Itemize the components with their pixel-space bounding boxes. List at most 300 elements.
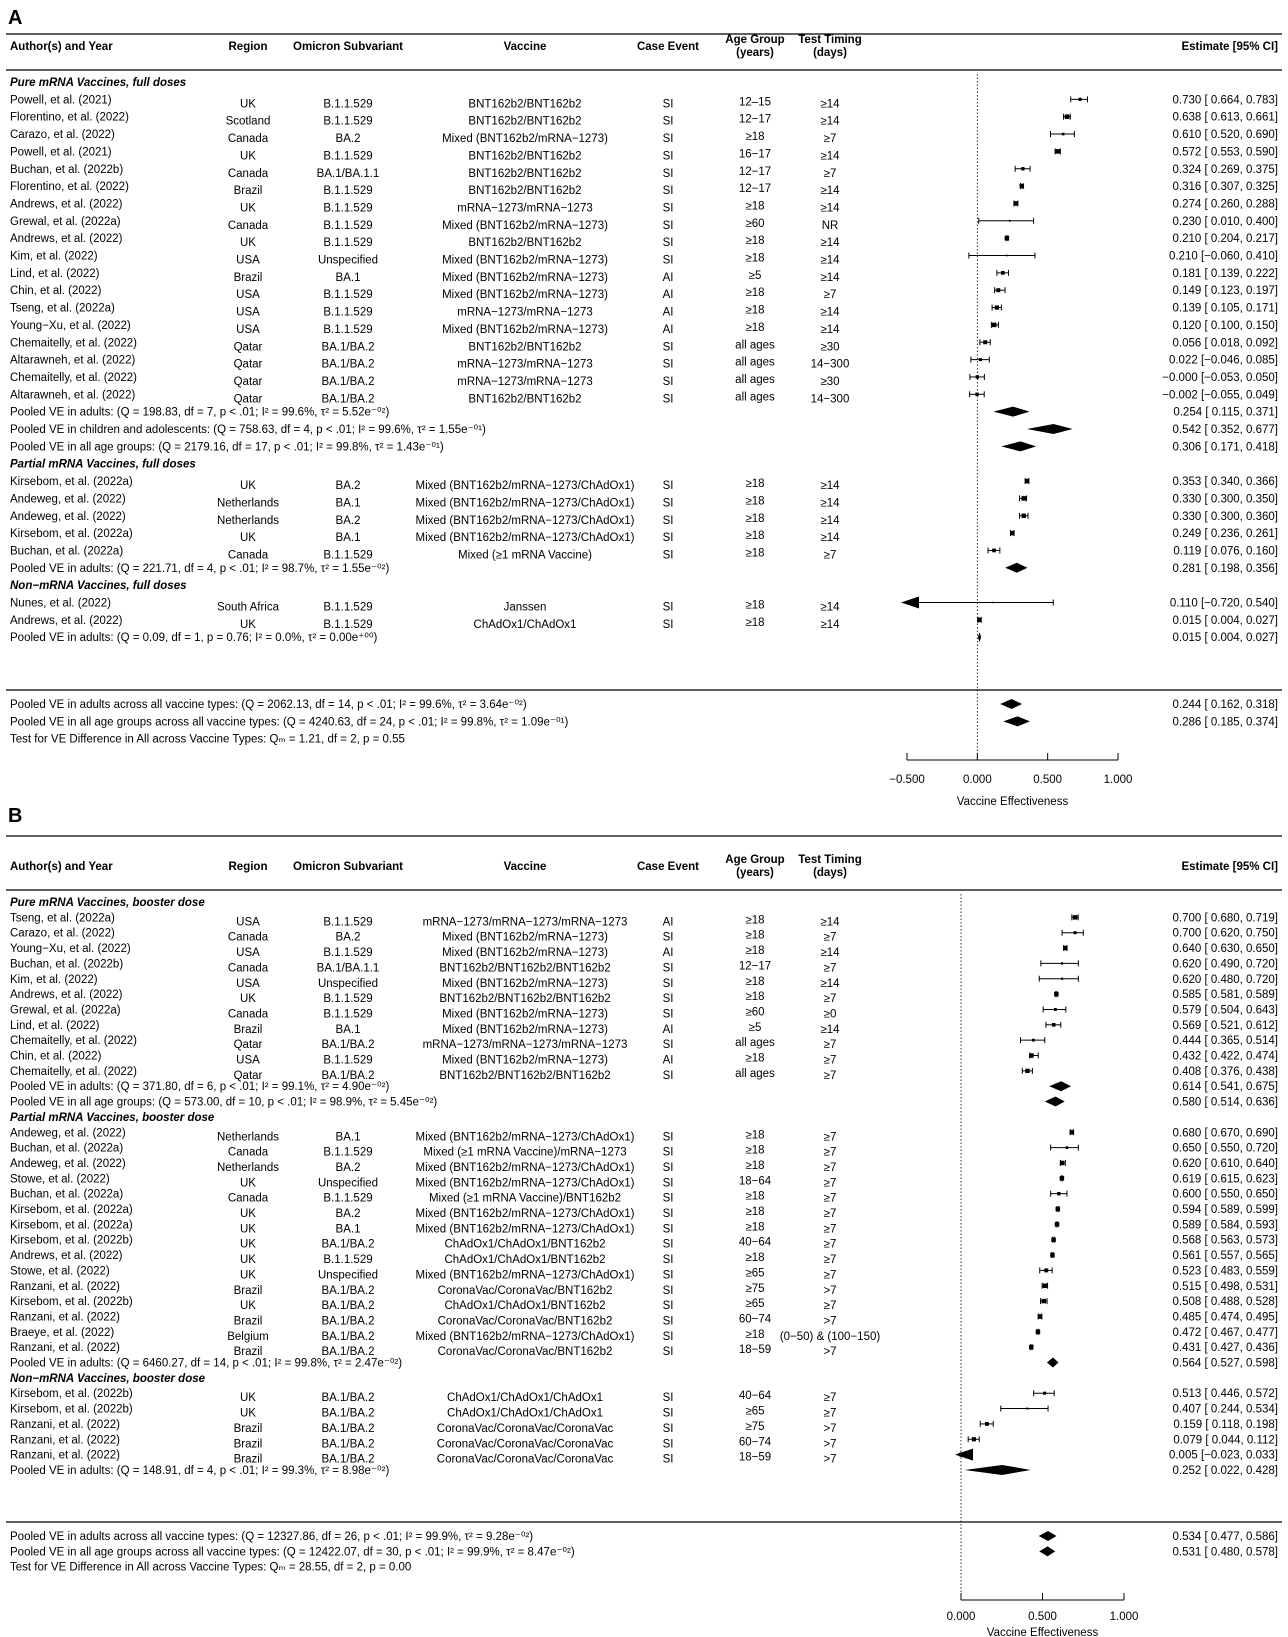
- x-axis-label: Vaccine Effectiveness: [986, 1627, 1099, 1637]
- study-row: [10, 974, 1278, 990]
- study-age-group: ≥18: [745, 321, 765, 334]
- study-estimate-label: 0.015 [ 0.004, 0.027]: [1172, 614, 1278, 627]
- study-author: Buchan, et al. (2022a): [10, 1142, 124, 1155]
- study-region: South Africa: [216, 601, 280, 614]
- study-subvariant: B.1.1.529: [323, 601, 373, 614]
- study-case-event: SI: [662, 1269, 674, 1282]
- study-vaccine: Mixed (BNT162b2/mRNA−1273/ChAdOx1): [415, 1330, 635, 1343]
- study-age-group: 18−64: [738, 1175, 772, 1188]
- study-estimate-label: 0.700 [ 0.620, 0.750]: [1172, 927, 1278, 940]
- pooled-label: Pooled VE in adults: (Q = 0.09, df = 1, p = 0.76; I² = 0.0%, τ² = 0.00e⁺⁰⁰): [10, 632, 378, 645]
- study-case-event: SI: [662, 150, 674, 163]
- study-region: UK: [240, 993, 256, 1006]
- study-vaccine: Mixed (BNT162b2/mRNA−1273): [442, 219, 608, 232]
- study-region: USA: [236, 306, 260, 319]
- pooled-diamond: [1000, 699, 1022, 709]
- study-case-event: SI: [662, 1146, 674, 1159]
- pooled-diamond: [1047, 1358, 1059, 1368]
- study-vaccine: Mixed (BNT162b2/mRNA−1273/ChAdOx1): [415, 1208, 635, 1220]
- study-subvariant: Unspecified: [317, 977, 379, 990]
- study-subvariant: BA.1/BA.2: [321, 1069, 375, 1082]
- study-case-event: SI: [662, 185, 674, 198]
- point-estimate: [1032, 1039, 1035, 1042]
- study-vaccine: Mixed (BNT162b2/mRNA−1273): [442, 1023, 608, 1036]
- study-estimate-label: 0.444 [ 0.365, 0.514]: [1172, 1035, 1278, 1048]
- study-case-event: SI: [662, 375, 674, 388]
- study-estimate-label: 0.600 [ 0.550, 0.650]: [1172, 1188, 1278, 1201]
- study-subvariant: B.1.1.529: [323, 237, 373, 250]
- study-region: UK: [240, 1300, 256, 1313]
- study-row: [10, 1219, 1278, 1235]
- study-region: USA: [236, 289, 260, 302]
- study-estimate-label: 0.316 [ 0.307, 0.325]: [1172, 181, 1278, 194]
- study-subvariant: BA.1: [335, 497, 361, 510]
- study-subvariant: BA.1/BA.1.1: [316, 167, 380, 180]
- study-age-group: ≥18: [745, 478, 765, 491]
- study-test-timing: ≥7: [823, 1223, 837, 1236]
- study-author: Tseng, et al. (2022a): [10, 302, 115, 315]
- study-vaccine: mRNA−1273/mRNA−1273/mRNA−1273: [422, 1039, 628, 1052]
- study-region: Brazil: [233, 271, 263, 284]
- study-age-group: ≥18: [745, 200, 765, 213]
- study-row: [10, 355, 1278, 371]
- study-region: UK: [240, 1407, 256, 1420]
- point-estimate: [1052, 1023, 1056, 1027]
- study-age-group: ≥18: [745, 945, 765, 958]
- study-estimate-label: 0.513 [ 0.446, 0.572]: [1172, 1388, 1278, 1401]
- study-case-event: SI: [662, 480, 674, 493]
- study-age-group: 60−74: [738, 1436, 772, 1449]
- study-test-timing: >7: [823, 1315, 837, 1328]
- study-estimate-label: 0.650 [ 0.550, 0.720]: [1172, 1142, 1278, 1155]
- study-case-event: SI: [662, 1315, 674, 1328]
- study-estimate-label: 0.485 [ 0.474, 0.495]: [1172, 1311, 1278, 1324]
- study-case-event: SI: [662, 1284, 674, 1297]
- point-estimate: [1001, 271, 1005, 275]
- point-estimate: [979, 358, 982, 361]
- pooled-row: [10, 1358, 1278, 1370]
- study-case-event: SI: [662, 497, 674, 510]
- study-test-timing: ≥14: [820, 98, 840, 111]
- x-tick-label: −0.500: [889, 774, 925, 786]
- study-test-timing: ≥30: [820, 375, 840, 388]
- study-row: [10, 285, 1278, 301]
- study-author: Ranzani, et al. (2022): [10, 1280, 120, 1293]
- pooled-estimate-label: 0.281 [ 0.198, 0.356]: [1172, 562, 1278, 575]
- study-case-event: SI: [662, 237, 674, 250]
- study-region: Brazil: [233, 1453, 263, 1466]
- col-header-test-timing-unit: (days): [813, 47, 847, 59]
- study-case-event: SI: [662, 1208, 674, 1220]
- study-vaccine: ChAdOx1/ChAdOx1/BNT162b2: [444, 1254, 606, 1267]
- study-age-group: ≥18: [745, 975, 765, 988]
- study-row: [10, 1342, 1278, 1358]
- study-estimate-label: 0.472 [ 0.467, 0.477]: [1172, 1326, 1278, 1339]
- study-age-group: ≥18: [745, 252, 765, 265]
- study-vaccine: mRNA−1273/mRNA−1273: [457, 358, 593, 371]
- pooled-estimate-label: 0.534 [ 0.477, 0.586]: [1172, 1531, 1278, 1543]
- study-row: [10, 1051, 1278, 1067]
- point-estimate: [983, 340, 987, 344]
- study-age-group: all ages: [735, 339, 775, 352]
- study-case-event: SI: [662, 202, 674, 215]
- study-vaccine: Mixed (BNT162b2/mRNA−1273/ChAdOx1): [415, 480, 635, 493]
- study-age-group: ≥18: [745, 304, 765, 317]
- group-heading: Partial mRNA Vaccines, full doses: [10, 458, 196, 471]
- pooled-label: Pooled VE in adults across all vaccine types: (Q = 12327.86, df = 26, p < .01; I² = 99.9%, τ² = 9.28e⁻⁰²): [10, 1531, 534, 1543]
- study-subvariant: BA.1: [335, 1023, 361, 1036]
- study-subvariant: B.1.1.529: [323, 1254, 373, 1267]
- pooled-label: Pooled VE in all age groups: (Q = 2179.16, df = 17, p < .01; I² = 99.8%, τ² = 1.43e⁻⁰¹): [10, 441, 444, 454]
- point-estimate: [985, 1422, 989, 1426]
- point-estimate: [1065, 114, 1070, 119]
- study-subvariant: BA.1/BA.2: [321, 1315, 375, 1328]
- study-test-timing: 14−300: [810, 358, 850, 371]
- col-header-author: Author(s) and Year: [10, 861, 113, 873]
- point-estimate: [1063, 946, 1068, 951]
- pooled-diamond: [1039, 1546, 1055, 1556]
- study-row: [10, 216, 1278, 232]
- study-estimate-label: −0.002 [−0.055, 0.049]: [1162, 389, 1278, 402]
- pooled-estimate-label: 0.580 [ 0.514, 0.636]: [1172, 1096, 1278, 1109]
- study-test-timing: ≥7: [823, 1300, 837, 1313]
- study-vaccine: Mixed (BNT162b2/mRNA−1273): [442, 1008, 608, 1021]
- study-estimate-label: 0.110 [−0.720, 0.540]: [1169, 597, 1278, 610]
- study-case-event: SI: [662, 358, 674, 371]
- study-case-event: SI: [662, 1407, 674, 1420]
- study-test-timing: ≥14: [820, 185, 840, 198]
- point-estimate: [1070, 1130, 1075, 1135]
- study-estimate-label: 0.730 [ 0.664, 0.783]: [1172, 94, 1278, 107]
- col-header-age-unit: (years): [736, 47, 774, 59]
- study-case-event: AI: [662, 306, 674, 319]
- study-region: UK: [240, 1238, 256, 1251]
- study-age-group: ≥18: [745, 599, 765, 612]
- study-estimate-label: 0.407 [ 0.244, 0.534]: [1172, 1403, 1278, 1416]
- study-age-group: 18−59: [738, 1451, 772, 1464]
- study-case-event: SI: [662, 1438, 674, 1451]
- study-author: Ranzani, et al. (2022): [10, 1434, 120, 1447]
- study-subvariant: B.1.1.529: [323, 150, 373, 163]
- study-row: [10, 1281, 1278, 1297]
- point-estimate: [1038, 1314, 1043, 1319]
- study-estimate-label: 0.353 [ 0.340, 0.366]: [1172, 476, 1278, 489]
- study-test-timing: ≥7: [823, 1238, 837, 1251]
- col-header-case-event: Case Event: [636, 861, 700, 873]
- study-author: Young−Xu, et al. (2022): [10, 319, 131, 332]
- study-region: Qatar: [233, 358, 263, 371]
- study-age-group: ≥18: [745, 1328, 765, 1341]
- study-author: Buchan, et al. (2022b): [10, 163, 124, 176]
- study-author: Chin, et al. (2022): [10, 285, 102, 298]
- study-case-event: SI: [662, 962, 674, 975]
- study-test-timing: ≥14: [820, 150, 840, 163]
- point-estimate: [992, 549, 996, 553]
- study-age-group: ≥18: [745, 235, 765, 248]
- group-heading: Partial mRNA Vaccines, booster dose: [10, 1111, 215, 1124]
- study-case-event: AI: [662, 289, 674, 302]
- pooled-estimate-label: 0.531 [ 0.480, 0.578]: [1172, 1546, 1278, 1559]
- study-author: Andrews, et al. (2022): [10, 614, 123, 627]
- pooled-row: [10, 632, 1278, 644]
- study-author: Carazo, et al. (2022): [10, 927, 115, 940]
- study-region: Brazil: [233, 1438, 263, 1451]
- col-header-region: Region: [228, 861, 268, 873]
- study-estimate-label: 0.119 [ 0.076, 0.160]: [1173, 545, 1278, 558]
- study-row: [10, 1388, 1278, 1404]
- study-estimate-label: 0.620 [ 0.490, 0.720]: [1172, 958, 1278, 971]
- pooled-row: [10, 424, 1278, 436]
- pooled-estimate-label: 0.542 [ 0.352, 0.677]: [1172, 424, 1278, 436]
- study-age-group: ≥18: [745, 287, 765, 300]
- study-case-event: SI: [662, 1346, 674, 1359]
- study-region: Canada: [227, 167, 269, 180]
- study-region: Brazil: [233, 1023, 263, 1036]
- point-estimate: [992, 602, 994, 604]
- study-author: Stowe, et al. (2022): [10, 1173, 110, 1186]
- pooled-estimate-label: 0.254 [ 0.115, 0.371]: [1173, 406, 1278, 419]
- study-age-group: ≥18: [745, 1206, 765, 1218]
- study-vaccine: Mixed (BNT162b2/mRNA−1273): [442, 323, 608, 336]
- study-estimate-label: 0.181 [ 0.139, 0.222]: [1172, 267, 1278, 280]
- study-region: Qatar: [233, 393, 263, 406]
- col-header-test-timing: Test Timing: [798, 34, 862, 46]
- study-subvariant: B.1.1.529: [323, 306, 373, 319]
- group-heading: Non−mRNA Vaccines, full doses: [10, 580, 187, 593]
- study-row: [10, 1296, 1278, 1312]
- study-case-event: SI: [662, 254, 674, 267]
- study-subvariant: BA.2: [335, 133, 361, 146]
- study-estimate-label: 0.572 [ 0.553, 0.590]: [1172, 146, 1278, 159]
- study-row: [10, 493, 1278, 509]
- ci-truncation-arrow: [901, 597, 919, 609]
- study-subvariant: B.1.1.529: [323, 202, 373, 215]
- study-case-event: SI: [662, 977, 674, 990]
- study-age-group: ≥65: [745, 1267, 765, 1280]
- study-case-event: SI: [662, 133, 674, 146]
- study-row: [10, 320, 1278, 336]
- study-test-timing: ≥14: [820, 254, 840, 267]
- study-case-event: SI: [662, 1392, 674, 1405]
- study-age-group: ≥18: [745, 914, 765, 927]
- study-region: Qatar: [233, 1039, 263, 1052]
- point-estimate: [1021, 167, 1024, 170]
- study-age-group: 60−74: [738, 1313, 772, 1326]
- study-subvariant: BA.1: [335, 1223, 361, 1236]
- point-estimate: [995, 305, 999, 309]
- study-row: [10, 1419, 1278, 1435]
- study-age-group: ≥18: [745, 530, 765, 543]
- study-estimate-label: 0.523 [ 0.483, 0.559]: [1172, 1265, 1278, 1278]
- point-estimate: [1036, 1330, 1041, 1335]
- study-age-group: all ages: [735, 373, 775, 386]
- col-header-estimate: Estimate [95% CI]: [1181, 41, 1278, 53]
- study-subvariant: BA.2: [335, 1161, 361, 1174]
- study-case-event: SI: [662, 341, 674, 354]
- study-region: UK: [240, 618, 256, 631]
- study-author: Chemaitelly, et al. (2022): [10, 337, 137, 350]
- pooled-label: Pooled VE in adults: (Q = 148.91, df = 4, p < .01; I² = 99.3%, τ² = 8.98e⁻⁰²): [10, 1464, 390, 1477]
- study-vaccine: Mixed (BNT162b2/mRNA−1273): [442, 254, 608, 267]
- study-subvariant: BA.2: [335, 931, 361, 944]
- study-estimate-label: 0.585 [ 0.581, 0.589]: [1172, 989, 1278, 1002]
- study-estimate-label: 0.432 [ 0.422, 0.474]: [1172, 1050, 1278, 1063]
- study-region: USA: [236, 977, 260, 990]
- study-vaccine: Mixed (BNT162b2/mRNA−1273/ChAdOx1): [415, 1223, 635, 1236]
- study-row: [10, 251, 1278, 267]
- study-author: Andrews, et al. (2022): [10, 198, 123, 211]
- study-age-group: all ages: [735, 1067, 775, 1080]
- study-case-event: AI: [662, 947, 674, 960]
- study-case-event: SI: [662, 393, 674, 406]
- study-region: UK: [240, 532, 256, 545]
- study-row: [10, 1250, 1278, 1266]
- study-author: Young−Xu, et al. (2022): [10, 943, 131, 956]
- x-axis: [947, 1593, 1139, 1637]
- pooled-estimate-label: 0.015 [ 0.004, 0.027]: [1172, 632, 1278, 645]
- study-author: Andeweg, et al. (2022): [10, 510, 126, 523]
- x-tick-label: 0.000: [946, 1611, 976, 1623]
- point-estimate: [1054, 1008, 1057, 1011]
- pooled-estimate-label: 0.564 [ 0.527, 0.598]: [1172, 1357, 1278, 1370]
- study-row: [10, 1004, 1278, 1020]
- study-row: [10, 372, 1278, 388]
- study-case-event: SI: [662, 219, 674, 232]
- study-row: [10, 268, 1278, 284]
- study-vaccine: BNT162b2/BNT162b2/BNT162b2: [439, 1069, 611, 1082]
- point-estimate: [1057, 1192, 1060, 1195]
- study-age-group: all ages: [735, 356, 775, 369]
- study-row: [10, 389, 1278, 405]
- study-region: UK: [240, 480, 256, 493]
- x-tick-label: 1.000: [1109, 1611, 1139, 1623]
- study-author: Kirsebom, et al. (2022b): [10, 1388, 133, 1401]
- pooled-row: [10, 563, 1278, 575]
- study-subvariant: B.1.1.529: [323, 219, 373, 232]
- study-case-event: SI: [662, 1131, 674, 1144]
- study-age-group: ≥18: [745, 547, 765, 560]
- study-region: USA: [236, 947, 260, 960]
- study-vaccine: mRNA−1273/mRNA−1273: [457, 306, 593, 319]
- study-subvariant: Unspecified: [317, 1269, 379, 1282]
- study-case-event: SI: [662, 115, 674, 128]
- study-row: [10, 1066, 1278, 1082]
- study-subvariant: BA.1: [335, 1131, 361, 1144]
- study-vaccine: Mixed (BNT162b2/mRNA−1273): [442, 271, 608, 284]
- study-test-timing: ≥14: [820, 480, 840, 493]
- study-test-timing: ≥7: [823, 1407, 837, 1420]
- study-region: Brazil: [233, 185, 263, 198]
- study-region: Canada: [227, 1146, 269, 1159]
- pooled-diamond: [1045, 1097, 1065, 1107]
- study-region: Qatar: [233, 375, 263, 388]
- point-estimate: [1022, 496, 1027, 501]
- study-author: Kim, et al. (2022): [10, 250, 98, 263]
- study-age-group: ≥18: [745, 1221, 765, 1234]
- study-test-timing: ≥14: [820, 947, 840, 960]
- study-row: [10, 958, 1278, 974]
- study-age-group: 12–15: [739, 96, 771, 109]
- study-subvariant: BA.1: [335, 271, 361, 284]
- point-estimate: [1060, 1176, 1065, 1181]
- pooled-row: [10, 1465, 1278, 1477]
- study-vaccine: Mixed (BNT162b2/mRNA−1273): [442, 133, 608, 146]
- study-vaccine: ChAdOx1/ChAdOx1/ChAdOx1: [447, 1407, 603, 1420]
- study-test-timing: 14−300: [810, 393, 850, 406]
- study-test-timing: ≥7: [823, 1392, 837, 1405]
- x-axis: [889, 753, 1132, 808]
- study-estimate-label: 0.230 [ 0.010, 0.400]: [1172, 215, 1278, 228]
- panel-letter: B: [8, 805, 23, 827]
- study-subvariant: B.1.1.529: [323, 993, 373, 1006]
- study-estimate-label: 0.638 [ 0.613, 0.661]: [1172, 111, 1278, 124]
- study-region: Brazil: [233, 1346, 263, 1359]
- group-heading: Pure mRNA Vaccines, full doses: [10, 77, 187, 89]
- study-author: Nunes, et al. (2022): [10, 597, 112, 610]
- study-vaccine: BNT162b2/BNT162b2: [468, 115, 582, 128]
- pooled-diamond: [978, 632, 981, 642]
- study-region: Scotland: [225, 115, 271, 128]
- study-test-timing: ≥7: [823, 1208, 837, 1220]
- study-test-timing: ≥30: [820, 341, 840, 354]
- study-case-event: SI: [662, 549, 674, 562]
- col-header-vaccine: Vaccine: [503, 861, 547, 873]
- study-row: [10, 198, 1278, 214]
- study-region: Brazil: [233, 1284, 263, 1297]
- study-age-group: ≥60: [745, 1006, 765, 1019]
- study-case-event: SI: [662, 1223, 674, 1236]
- study-vaccine: ChAdOx1/ChAdOx1: [473, 618, 577, 631]
- study-case-event: AI: [662, 271, 674, 284]
- study-test-timing: ≥7: [823, 1192, 837, 1205]
- point-estimate: [1025, 1069, 1029, 1073]
- study-subvariant: BA.2: [335, 1208, 361, 1220]
- study-estimate-label: 0.210 [ 0.204, 0.217]: [1172, 233, 1278, 246]
- study-test-timing: >7: [823, 1284, 837, 1297]
- study-test-timing: ≥7: [823, 289, 837, 302]
- study-estimate-label: 0.056 [ 0.018, 0.092]: [1172, 337, 1278, 350]
- study-author: Grewal, et al. (2022a): [10, 1004, 121, 1017]
- point-estimate: [1020, 184, 1024, 189]
- study-vaccine: ChAdOx1/ChAdOx1/BNT162b2: [444, 1238, 606, 1251]
- study-author: Altarawneh, et al. (2022): [10, 354, 136, 367]
- study-region: USA: [236, 254, 260, 267]
- study-subvariant: BA.1/BA.2: [321, 1300, 375, 1313]
- pooled-diamond: [1027, 424, 1073, 434]
- study-case-event: SI: [662, 601, 674, 614]
- study-estimate-label: 0.149 [ 0.123, 0.197]: [1172, 285, 1278, 298]
- point-estimate: [1073, 915, 1078, 920]
- study-subvariant: BA.1/BA.2: [321, 1422, 375, 1435]
- study-case-event: SI: [662, 618, 674, 631]
- study-estimate-label: 0.561 [ 0.557, 0.565]: [1172, 1250, 1278, 1263]
- study-author: Altarawneh, et al. (2022): [10, 389, 136, 402]
- study-region: Netherlands: [216, 514, 280, 527]
- study-case-event: SI: [662, 1330, 674, 1343]
- pooled-estimate-label: 0.306 [ 0.171, 0.418]: [1172, 441, 1278, 454]
- study-region: USA: [236, 1054, 260, 1067]
- study-region: UK: [240, 202, 256, 215]
- point-estimate: [1056, 1207, 1061, 1212]
- pooled-diamond: [1005, 563, 1027, 573]
- study-region: Brazil: [233, 1315, 263, 1328]
- study-subvariant: BA.1/BA.2: [321, 1438, 375, 1451]
- pooled-label: Pooled VE in adults: (Q = 198.83, df = 7, p < .01; I² = 99.6%, τ² = 5.52e⁻⁰²): [10, 406, 390, 419]
- study-test-timing: ≥7: [823, 133, 837, 146]
- study-author: Kirsebom, et al. (2022a): [10, 1204, 133, 1216]
- study-estimate-label: 0.330 [ 0.300, 0.350]: [1172, 493, 1278, 506]
- point-estimate: [1025, 479, 1030, 484]
